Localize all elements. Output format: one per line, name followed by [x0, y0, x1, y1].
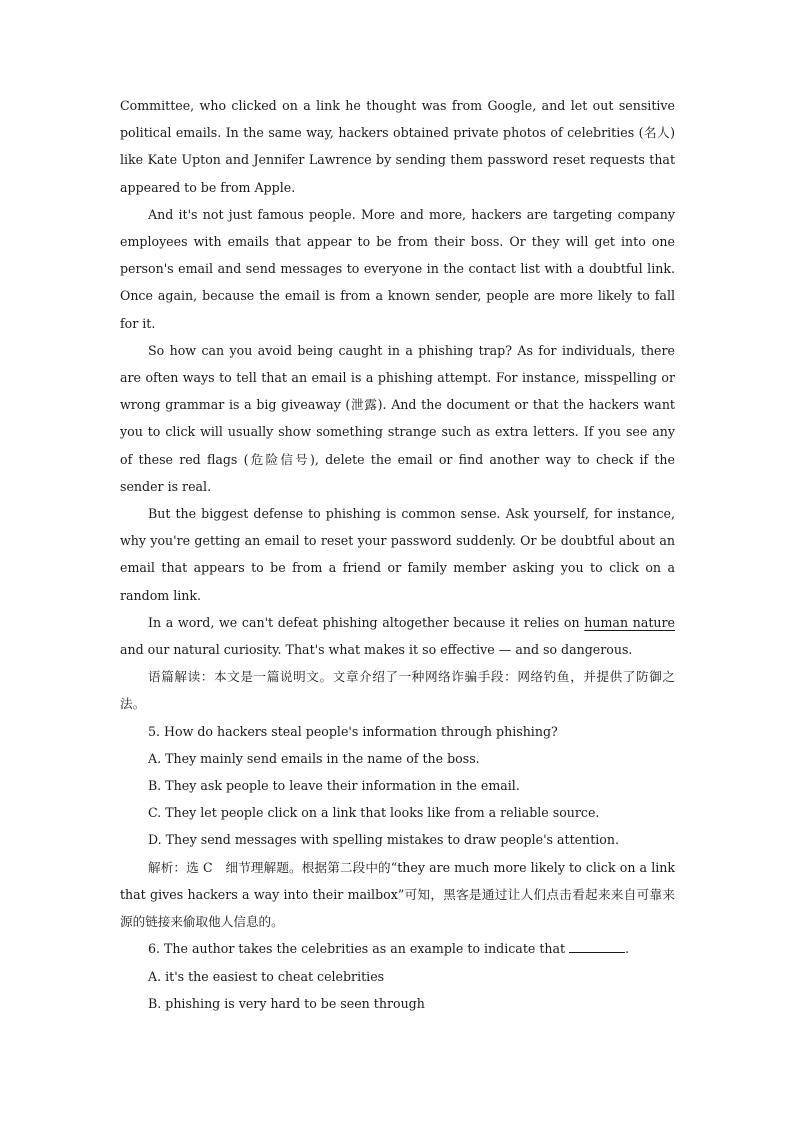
question-6-option-a: A. it's the easiest to cheat celebrities: [148, 968, 385, 984]
passage-paragraph-1: Committee, who clicked on a link he thought was from Google, and let out sensitive political emails. In the same way, hackers obtained private photos of celebrities (名人) like Kate Upton and Jennifer Lawrence by sending them password reset requests that appeared to be from Apple.: [120, 98, 675, 195]
passage-paragraph-5: [120, 609, 675, 663]
paragraph-5-text-before: In a word, we can't defeat phishing altogether because it relies on: [148, 614, 585, 630]
answer-blank: [569, 939, 625, 953]
passage-paragraph-4: But the biggest defense to phishing is common sense. Ask yourself, for instance, why you're getting an email to reset your password suddenly. Or be doubtful about an email that appears to be from a friend or family member asking you to click on a random link.: [120, 506, 675, 603]
underlined-phrase: human nature: [584, 614, 675, 630]
question-5-option-b: B. They ask people to leave their information in the email.: [148, 778, 520, 794]
question-6-stem: [120, 935, 675, 962]
passage-paragraph-3: So how can you avoid being caught in a phishing trap? As for individuals, there are often ways to tell that an email is a phishing attempt. For instance, misspelling or wrong grammar is a big giveaway (泄露). And the document or that the hackers want you to click will usually show something strange such as extra letters. If you see any of these red flags (危险信号), delete the email or find another way to check if the sender is real.: [120, 342, 675, 494]
passage-paragraph-2: And it's not just famous people. More and more, hackers are targeting company employees with emails that appear to be from their boss. Or they will get into one person's email and send messages to everyone in the contact list with a doubtful link. Once again, because the email is from a known sender, people are more likely to fall for it.: [120, 206, 675, 331]
question-6-option-b: B. phishing is very hard to be seen through: [148, 995, 425, 1011]
question-5-option-a: A. They mainly send emails in the name of the boss.: [148, 750, 480, 766]
question-6-stem-end: .: [625, 941, 630, 957]
question-5-option-c: C. They let people click on a link that looks like from a reliable source.: [148, 805, 600, 821]
question-6-stem-text: 6. The author takes the celebrities as an example to indicate that: [148, 941, 570, 957]
document-page: [120, 92, 675, 1017]
passage-summary: 语篇解读：本文是一篇说明文。文章介绍了一种网络诈骗手段：网络钓鱼，并提供了防御之法。: [120, 669, 675, 712]
question-5-option-d: D. They send messages with spelling mistakes to draw people's attention.: [148, 832, 619, 848]
question-5-analysis: 解析：选 C 细节理解题。根据第二段中的“they are much more likely to click on a link that gives hackers a way into their mailbox”可知，黑客是通过让人们点击看起来来自可靠来源的链接来偷取他人信息的。: [120, 859, 675, 930]
question-5-stem: 5. How do hackers steal people's information through phishing?: [148, 723, 558, 739]
paragraph-5-text-after: and our natural curiosity. That's what makes it so effective — and so dangerous.: [120, 642, 633, 658]
